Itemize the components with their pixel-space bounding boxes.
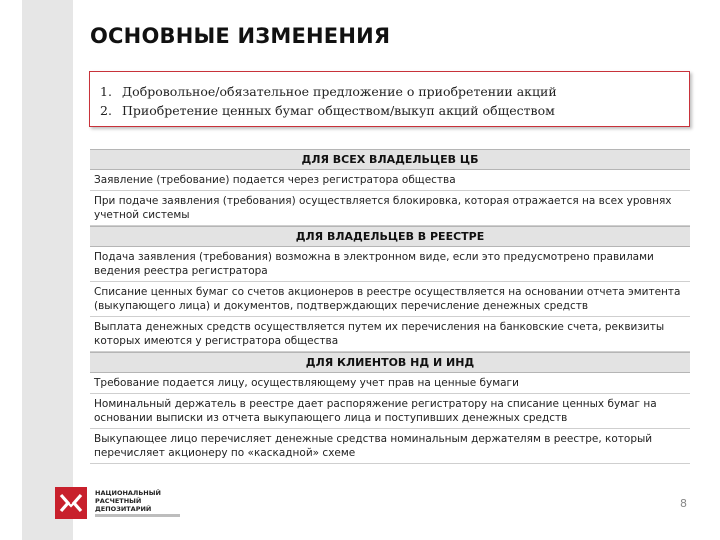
list-item-text: Приобретение ценных бумаг обществом/выкуп акций обществом (122, 103, 555, 118)
table-row: Номинальный держатель в реестре дает распоряжение регистратору на списание ценных бумаг на основании выписки из отчета выкупающего лица и поступивших денежных средств (90, 394, 690, 429)
table-row: Заявление (требование) подается через регистратора общества (90, 170, 690, 191)
logo-line: ДЕПОЗИТАРИЙ (95, 505, 152, 513)
page-number: 8 (680, 497, 687, 510)
list-item-number: 2. (100, 103, 112, 118)
changes-list-box (89, 71, 690, 127)
requirements-table (90, 149, 690, 464)
table-row: Требование подается лицу, осуществляющему учет прав на ценные бумаги (90, 373, 690, 394)
list-item-number: 1. (100, 84, 112, 99)
left-decorative-bar (22, 0, 73, 540)
page-title: ОСНОВНЫЕ ИЗМЕНЕНИЯ (90, 24, 391, 48)
nsd-logo-icon (55, 487, 87, 519)
table-row: Выплата денежных средств осуществляется путем их перечисления на банковские счета, реквизиты которых имеются у регистратора общества (90, 317, 690, 352)
logo-tagline-line (95, 514, 180, 517)
logo-text (95, 489, 175, 513)
logo-line: НАЦИОНАЛЬНЫЙ (95, 489, 161, 497)
table-row: Выкупающее лицо перечисляет денежные средства номинальным держателям в реестре, который перечисляет акционеру по «каскадной» схеме (90, 429, 690, 464)
list-item (100, 103, 555, 118)
table-row: При подаче заявления (требования) осуществляется блокировка, которая отражается на всех уровнях учетной системы (90, 191, 690, 226)
section-header-registry-owners: ДЛЯ ВЛАДЕЛЬЦЕВ В РЕЕСТРЕ (90, 226, 690, 247)
section-header-nd-clients: ДЛЯ КЛИЕНТОВ НД И ИНД (90, 352, 690, 373)
logo-line: РАСЧЕТНЫЙ (95, 497, 142, 505)
table-row: Списание ценных бумаг со счетов акционеров в реестре осуществляется на основании отчета эмитента (выкупающего лица) и документов, подтверждающих перечисление денежных средств (90, 282, 690, 317)
list-item (100, 84, 557, 99)
section-header-all-owners: ДЛЯ ВСЕХ ВЛАДЕЛЬЦЕВ ЦБ (90, 149, 690, 170)
table-row: Подача заявления (требования) возможна в электронном виде, если это предусмотрено правилами ведения реестра регистратора (90, 247, 690, 282)
list-item-text: Добровольное/обязательное предложение о приобретении акций (122, 84, 557, 99)
